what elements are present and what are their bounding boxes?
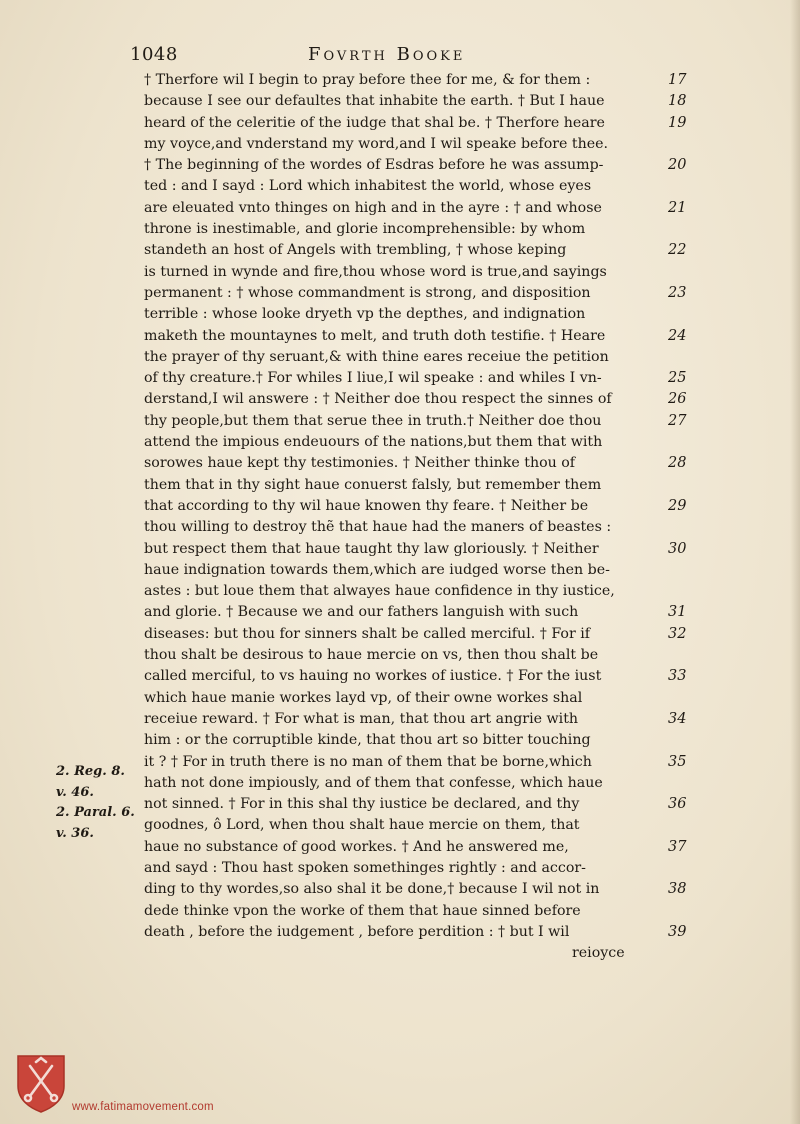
verse-number: 32	[668, 625, 687, 642]
verse-number: 38	[668, 881, 687, 898]
text-line: my voyce,and vnderstand my word,and I wil speake before thee.	[144, 135, 609, 152]
verse-number: 19	[668, 114, 687, 131]
text-line: that according to thy wil haue knowen thy feare. † Neither be 29	[144, 496, 704, 517]
verse-number: 25	[668, 370, 687, 387]
text-line: † Therfore wil I begin to pray before thee for me, & for them : 17	[144, 70, 704, 91]
verse-number: 24	[668, 327, 687, 344]
text-line: the prayer of thy seruant,& with thine eares receiue the petition	[144, 348, 609, 365]
verse-number: 27	[668, 412, 687, 429]
verse-number: 39	[668, 923, 687, 940]
text-line: hath not done impiously, and of them that confesse, which haue	[144, 774, 603, 791]
catchword: reioyce	[572, 945, 625, 962]
text-line: dede thinke vpon the worke of them that haue sinned before	[144, 902, 581, 919]
verse-number: 18	[668, 93, 687, 110]
verse-number: 28	[668, 455, 687, 472]
text-line: and sayd : Thou hast spoken somethinges rightly : and accor-	[144, 859, 586, 876]
text-line: is turned in wynde and fire,thou whose word is true,and sayings	[144, 263, 607, 280]
text-line: haue no substance of good workes. † And he answered me, 37	[144, 837, 704, 858]
text-line: are eleuated vnto thinges on high and in the ayre : † and whose 21	[144, 198, 704, 219]
text-line: throne is inestimable, and glorie incomprehensible: by whom	[144, 221, 586, 238]
verse-number: 22	[668, 242, 687, 259]
verse-number: 29	[668, 497, 687, 514]
body-text	[144, 70, 704, 964]
text-line: which haue manie workes layd vp, of their owne workes shal	[144, 689, 583, 706]
verse-number: 36	[668, 796, 687, 813]
margin-note: v. 36.	[56, 825, 94, 841]
page-header	[130, 44, 690, 70]
verse-number: 17	[668, 72, 687, 88]
text-line: but respect them that haue taught thy law gloriously. † Neither 30	[144, 539, 704, 560]
verse-number: 30	[668, 540, 687, 557]
verse-number: 31	[668, 604, 687, 621]
text-line: heard of the celeritie of the iudge that shal be. † Therfore heare 19	[144, 113, 704, 134]
text-line: him : or the corruptible kinde, that thou art so bitter touching	[144, 732, 591, 749]
text-line: permanent : † whose commandment is strong, and disposition 23	[144, 283, 704, 304]
text-line: diseases: but thou for sinners shalt be called merciful. † For if 32	[144, 624, 704, 645]
text-line: attend the impious endeuours of the nations,but them that with	[144, 434, 603, 451]
text-line: thou shalt be desirous to haue mercie on vs, then thou shalt be	[144, 647, 599, 664]
text-line: maketh the mountaynes to melt, and truth doth testifie. † Heare 24	[144, 326, 704, 347]
text-line: receiue reward. † For what is man, that thou art angrie with 34	[144, 709, 704, 730]
text-line: haue indignation towards them,which are iudged worse then be-	[144, 561, 610, 578]
verse-number: 33	[668, 668, 687, 685]
text-line: sorowes haue kept thy testimonies. † Neither thinke thou of 28	[144, 453, 704, 474]
margin-note: v. 46.	[56, 784, 94, 800]
text-line: ted : and I sayd : Lord which inhabitest the world, whose eyes	[144, 178, 592, 195]
page-number: 1048	[130, 44, 178, 65]
footer-url[interactable]: www.fatimamovement.com	[72, 1101, 214, 1113]
verse-number: 21	[668, 199, 687, 216]
text-line: † The beginning of the wordes of Esdras before he was assump- 20	[144, 155, 704, 176]
verse-number: 20	[668, 157, 687, 174]
text-line: because I see our defaultes that inhabite the earth. † But I haue 18	[144, 91, 704, 112]
text-line: thy people,but them that serue thee in truth.† Neither doe thou 27	[144, 411, 704, 432]
text-line: ding to thy wordes,so also shal it be done,† because I wil not in 38	[144, 879, 704, 900]
text-line: terrible : whose looke dryeth vp the depthes, and indignation	[144, 306, 586, 323]
text-line: called merciful, to vs hauing no workes of iustice. † For the iust 33	[144, 666, 704, 687]
text-line: goodnes, ô Lord, when thou shalt haue mercie on them, that	[144, 817, 580, 834]
papal-seal-icon	[14, 1052, 68, 1114]
text-line: them that in thy sight haue conuerst falsly, but remember them	[144, 476, 602, 493]
text-line: thou willing to destroy thẽ that haue had the maners of beastes :	[144, 519, 612, 536]
text-line: astes : but loue them that alwayes haue confidence in thy iustice,	[144, 583, 615, 600]
margin-note: 2. Reg. 8.	[56, 764, 125, 779]
margin-note: 2. Paral. 6.	[56, 805, 135, 820]
margin-notes	[56, 762, 146, 844]
verse-number: 34	[668, 710, 687, 727]
verse-number: 35	[668, 753, 687, 770]
running-head: Fovrth Booke	[308, 44, 466, 65]
text-line: standeth an host of Angels with trembling, † whose keping 22	[144, 240, 704, 261]
page-edge-shadow	[790, 0, 800, 1124]
verse-number: 26	[668, 391, 687, 408]
verse-number: 23	[668, 284, 687, 301]
text-line: death , before the iudgement , before perdition : † but I wil 39	[144, 922, 704, 943]
text-line: it ? † For in truth there is no man of them that be borne,which 35	[144, 752, 704, 773]
text-line: and glorie. † Because we and our fathers languish with such 31	[144, 602, 704, 623]
text-line: of thy creature.† For whiles I liue,I wil speake : and whiles I vn- 25	[144, 368, 704, 389]
text-line: not sinned. † For in this shal thy iustice be declared, and thy 36	[144, 794, 704, 815]
verse-number: 37	[668, 838, 687, 855]
text-line: derstand,I wil answere : † Neither doe thou respect the sinnes of 26	[144, 389, 704, 410]
